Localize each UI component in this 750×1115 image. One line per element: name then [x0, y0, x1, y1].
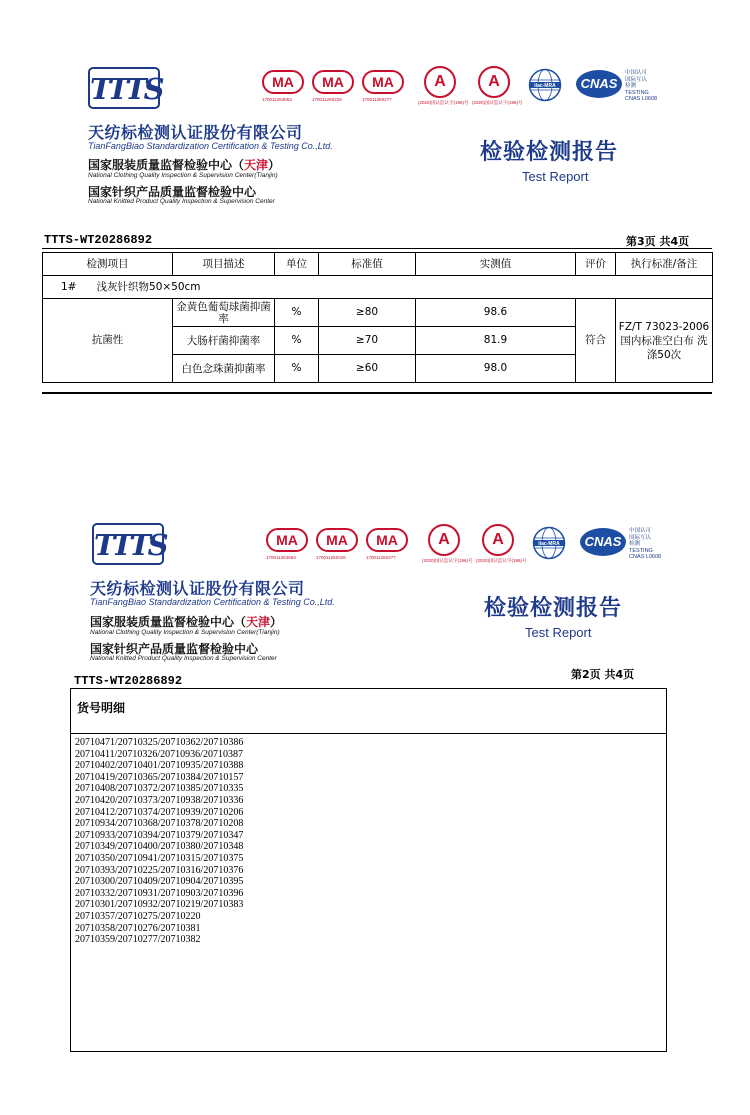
measured-value: 81.9 [416, 327, 576, 355]
center2-name-en: National Knitted Product Quality Inspection & Supervision Center [90, 655, 277, 662]
cnas-badge: CNAS [580, 528, 626, 556]
report-title-cn: 检验检测报告 [484, 595, 623, 621]
list-item: 20710357/20710275/20710220 [75, 910, 201, 922]
cma-badge: MA [262, 70, 304, 94]
list-item: 20710332/20710931/20710903/20710396 [75, 887, 244, 899]
cal-badge: A [428, 524, 460, 556]
evaluation: 符合 [576, 299, 616, 383]
cal-code: (2020)国认监认字(196)号 [476, 558, 527, 563]
ttts-logo [92, 523, 164, 565]
col-header: 项目描述 [173, 253, 275, 276]
sample-number: 1# [61, 280, 77, 293]
cnas-side-text: 中国认可 国际互认 检测 TESTING CNAS L0608 [629, 528, 662, 560]
cma-code: 170011263653 [262, 97, 292, 102]
center2-name-en: National Knitted Product Quality Inspection & Supervision Center [88, 198, 275, 205]
center1-name-cn: 国家服装质量监督检验中心（天津） [90, 615, 283, 629]
col-header: 评价 [576, 253, 616, 276]
company-name-cn: 天纺标检测认证股份有限公司 [88, 123, 303, 142]
cal-code: (2020)国认监认字(196)号 [472, 100, 523, 105]
cma-badge: MA [362, 70, 404, 94]
cal-badge: A [482, 524, 514, 556]
item-description: 白色念珠菌抑菌率 [173, 355, 275, 383]
center2-name-cn: 国家针织产品质量监督检验中心 [88, 185, 257, 199]
list-item: 20710420/20710373/20710938/20710336 [75, 794, 244, 806]
cma-code: 170011260277 [366, 555, 396, 560]
col-header: 实测值 [416, 253, 576, 276]
item-description: 金黄色葡萄球菌抑菌率 [173, 299, 275, 327]
cnas-side-text: 中国认可 国际互认 检测 TESTING CNAS L0608 [625, 70, 658, 102]
test-item: 抗菌性 [43, 299, 173, 383]
title-rule [71, 733, 666, 734]
list-item: 20710419/20710365/20710384/20710157 [75, 771, 244, 783]
company-name-en: TianFangBiao Standardization Certification & Testing Co.,Ltd. [90, 597, 335, 607]
list-item: 20710933/20710394/20710379/20710347 [75, 829, 244, 841]
logo-text: TTTS [94, 528, 166, 562]
report-page-2 [0, 470, 750, 1115]
item-description: 大肠杆菌抑菌率 [173, 327, 275, 355]
svg-text:ilac-MRA: ilac-MRA [538, 541, 560, 547]
list-item: 20710300/20710409/20710904/20710395 [75, 876, 244, 888]
cma-code: 170011263653 [266, 555, 296, 560]
list-item: 20710358/20710276/20710381 [75, 922, 201, 934]
page-number: 第2页 共4页 [571, 668, 635, 681]
col-header: 单位 [275, 253, 319, 276]
svg-text:ilac-MRA: ilac-MRA [534, 83, 556, 89]
results-table [42, 252, 713, 383]
center1-name-en: National Clothing Quality Inspection & Supervision Center(Tianjin) [88, 172, 278, 179]
table-top-rule [42, 248, 712, 249]
report-title-cn: 检验检测报告 [480, 139, 619, 165]
list-item: 20710412/20710374/20710939/20710206 [75, 806, 244, 818]
standard-value: ≥70 [319, 327, 416, 355]
list-item: 20710402/20710401/20710935/20710388 [75, 760, 244, 772]
cma-badge: MA [266, 528, 308, 552]
list-item: 20710411/20710326/20710936/20710387 [75, 748, 243, 760]
article-number-list [75, 737, 243, 946]
col-header: 执行标准/备注 [616, 253, 713, 276]
cma-code: 170011260226 [312, 97, 342, 102]
measured-value: 98.0 [416, 355, 576, 383]
article-numbers-title: 货号明细 [77, 701, 126, 715]
cal-code: (2020)国认监认字(196)号 [418, 100, 469, 105]
list-item: 20710393/20710225/20710316/20710376 [75, 864, 244, 876]
cnas-badge: CNAS [576, 70, 622, 98]
page-number: 第3页 共4页 [626, 235, 690, 248]
unit-cell: % [275, 355, 319, 383]
center2-name-cn: 国家针织产品质量监督检验中心 [90, 642, 259, 656]
logo-text: TTTS [90, 72, 162, 106]
cma-badge: MA [312, 70, 354, 94]
list-item: 20710471/20710325/20710362/20710386 [75, 737, 244, 748]
col-header: 标准值 [319, 253, 416, 276]
list-item: 20710408/20710372/20710385/20710335 [75, 783, 244, 795]
table-bottom-rule [42, 392, 712, 394]
report-number: TTTS-WT20286892 [74, 674, 183, 688]
ilac-mra-globe-icon [528, 68, 562, 102]
report-page-3 [0, 0, 750, 470]
cal-code: (2020)国认监认字(196)号 [422, 558, 473, 563]
cal-badge: A [478, 66, 510, 98]
ttts-logo [88, 67, 160, 109]
standard-value: ≥60 [319, 355, 416, 383]
list-item: 20710301/20710932/20710219/20710383 [75, 899, 244, 911]
cma-badge: MA [366, 528, 408, 552]
table-header-row [43, 253, 713, 276]
table-row [43, 299, 713, 327]
report-title-en: Test Report [525, 625, 592, 640]
company-name-cn: 天纺标检测认证股份有限公司 [90, 579, 305, 598]
unit-cell: % [275, 299, 319, 327]
col-header: 检测项目 [43, 253, 173, 276]
sample-name: 浅灰针织物50×50cm [96, 280, 201, 293]
standard-value: ≥80 [319, 299, 416, 327]
ilac-mra-globe-icon [532, 526, 566, 560]
measured-value: 98.6 [416, 299, 576, 327]
center1-name-cn: 国家服装质量监督检验中心（天津） [88, 158, 281, 172]
sample-row [43, 276, 713, 299]
cma-code: 170011260226 [316, 555, 346, 560]
sample-cell [43, 276, 713, 299]
cma-badge: MA [316, 528, 358, 552]
list-item: 20710359/20710277/20710382 [75, 934, 201, 946]
cal-badge: A [424, 66, 456, 98]
list-item: 20710350/20710941/20710315/20710375 [75, 852, 244, 864]
company-name-en: TianFangBiao Standardization Certification & Testing Co.,Ltd. [88, 141, 333, 151]
report-title-en: Test Report [522, 169, 589, 184]
cma-code: 170011260277 [362, 97, 392, 102]
standard-remark: FZ/T 73023-2006 国内标准空白布 洗涤50次 [616, 299, 713, 383]
center1-name-en: National Clothing Quality Inspection & Supervision Center(Tianjin) [90, 629, 280, 636]
list-item: 20710349/20710400/20710380/20710348 [75, 841, 244, 853]
article-numbers-box [70, 688, 667, 1052]
list-item: 20710934/20710368/20710378/20710208 [75, 818, 244, 830]
unit-cell: % [275, 327, 319, 355]
report-number: TTTS-WT20286892 [44, 233, 153, 247]
